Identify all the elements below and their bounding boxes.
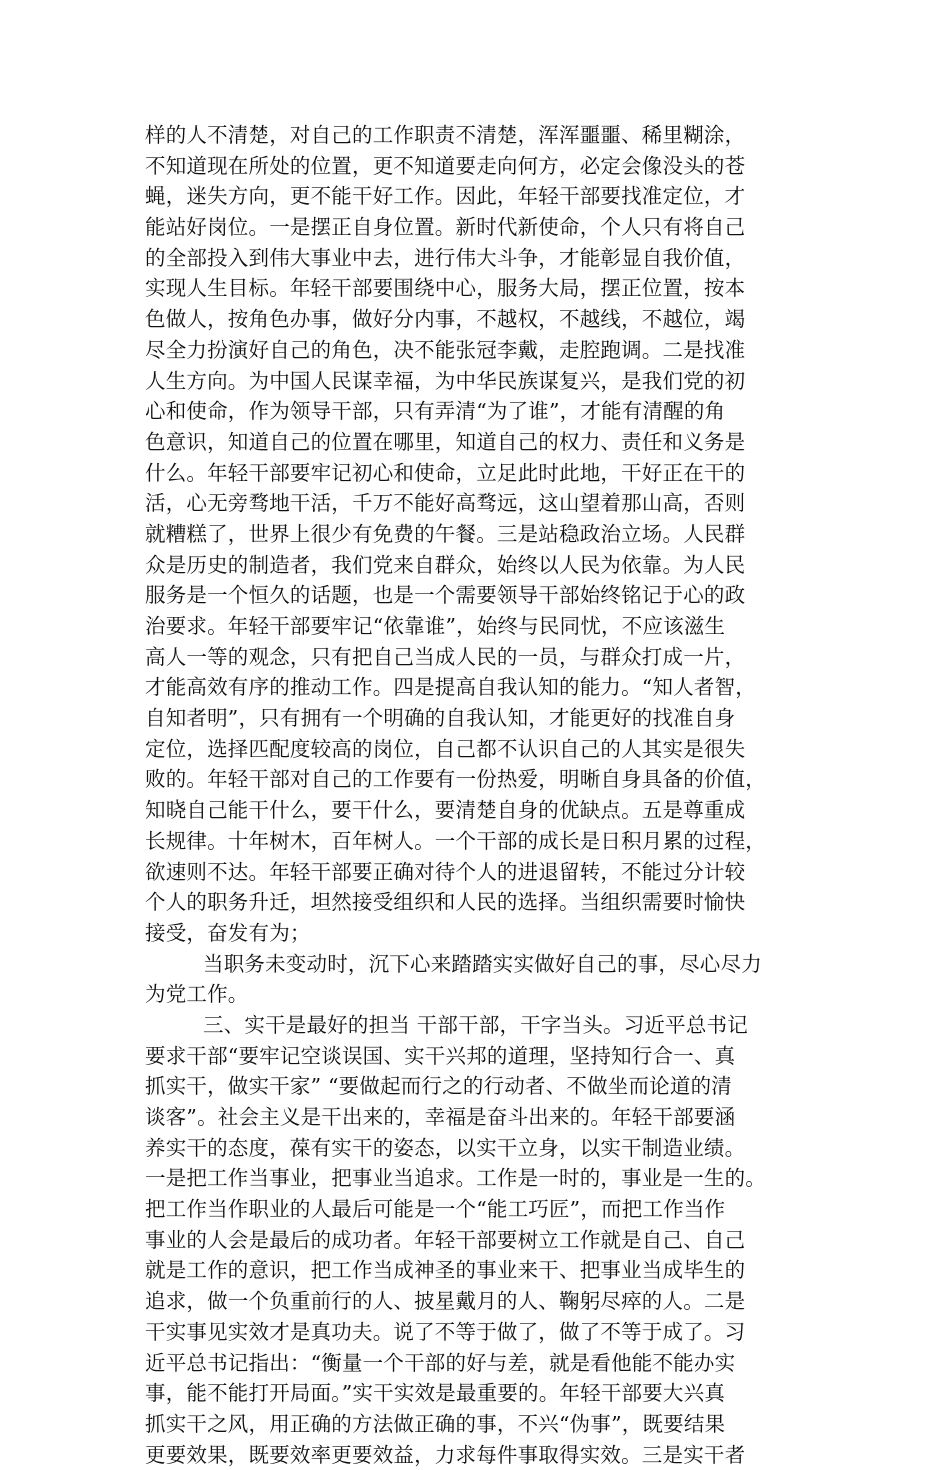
- text-line: 活，心无旁骛地干活，千万不能好高骛远，这山望着那山高，否则: [145, 491, 746, 516]
- text-line: 败的。年轻干部对自己的工作要有一份热爱，明晰自身具备的价值，: [145, 767, 766, 792]
- body-text: [145, 120, 825, 1470]
- text-line: 追求，做一个负重前行的人、披星戴月的人、鞠躬尽瘁的人。二是: [145, 1289, 746, 1314]
- text-line: 什么。年轻干部要牢记初心和使命，立足此时此地，干好正在干的: [145, 460, 746, 485]
- text-line: 个人的职务升迁，坦然接受组织和人民的选择。当组织需要时愉快: [145, 890, 746, 915]
- text-line: 更要效果，既要效率更要效益，力求每件事取得实效。三是实干者: [145, 1442, 746, 1467]
- text-line: 能站好岗位。一是摆正自身位置。新时代新使命，个人只有将自己: [145, 215, 746, 240]
- text-line: 抓实干之风，用正确的方法做正确的事，不兴“伪事”，既要结果: [145, 1411, 726, 1436]
- text-line: 不知道现在所处的位置，更不知道要走向何方，必定会像没头的苍: [145, 153, 746, 178]
- text-line: 抓实干，做实干家” “要做起而行之的行动者、不做坐而论道的清: [145, 1074, 732, 1099]
- text-line: 治要求。年轻干部要牢记“依靠谁”，始终与民同忧，不应该滋生: [145, 614, 726, 638]
- text-line: 色意识，知道自己的位置在哪里，知道自己的权力、责任和义务是: [145, 429, 746, 454]
- text-line: 三、实干是最好的担当 干部干部，干字当头。习近平总书记: [203, 1012, 748, 1037]
- text-line: 把工作当作职业的人最后可能是一个“能工巧匠”，而把工作当作: [145, 1197, 726, 1222]
- text-line: 自知者明”，只有拥有一个明确的自我认知，才能更好的找准自身: [145, 706, 736, 731]
- text-line: 谈客”。社会主义是干出来的，幸福是奋斗出来的。年轻干部要涵: [145, 1105, 736, 1129]
- text-line: 干实事见实效才是真功夫。说了不等于做了，做了不等于成了。习: [145, 1319, 746, 1344]
- text-line: 要求干部“要牢记空谈误国、实干兴邦的道理，坚持知行合一、真: [145, 1043, 736, 1068]
- text-line: 蝇，迷失方向，更不能干好工作。因此，年轻干部要找准定位，才: [145, 184, 746, 209]
- text-line: 事业的人会是最后的成功者。年轻干部要树立工作就是自己、自己: [145, 1227, 746, 1252]
- text-line: 尽全力扮演好自己的角色，决不能张冠李戴，走腔跑调。二是找准: [145, 337, 746, 362]
- text-line: 实现人生目标。年轻干部要围绕中心，服务大局，摆正位置，按本: [145, 276, 746, 301]
- text-line: 才能高效有序的推动工作。四是提高自我认知的能力。“知人者智，: [145, 675, 756, 700]
- text-line: 长规律。十年树木，百年树人。一个干部的成长是日积月累的过程，: [145, 828, 766, 853]
- text-line: 事，能不能打开局面。”实干实效是最重要的。年轻干部要大兴真: [145, 1381, 726, 1406]
- text-line: 当职务未变动时，沉下心来踏踏实实做好自己的事，尽心尽力: [203, 951, 762, 976]
- text-line: 色做人，按角色办事，做好分内事，不越权，不越线，不越位，竭: [145, 307, 746, 332]
- text-line: 知晓自己能干什么，要干什么，要清楚自身的优缺点。五是尊重成: [145, 798, 746, 823]
- text-line: 人生方向。为中国人民谋幸福，为中华民族谋复兴，是我们党的初: [145, 368, 746, 393]
- text-line: 就糟糕了，世界上很少有免费的午餐。三是站稳政治立场。人民群: [145, 521, 746, 546]
- text-line: 服务是一个恒久的话题，也是一个需要领导干部始终铭记于心的政: [145, 583, 746, 608]
- text-line: 接受，奋发有为；: [145, 920, 311, 945]
- text-line: 心和使命，作为领导干部，只有弄清“为了谁”，才能有清醒的角: [145, 399, 726, 424]
- text-line: 的全部投入到伟大事业中去，进行伟大斗争，才能彰显自我价值，: [145, 245, 746, 270]
- text-line: 为党工作。: [145, 982, 249, 1007]
- text-line: 样的人不清楚，对自己的工作职责不清楚，浑浑噩噩、稀里糊涂，: [145, 123, 746, 147]
- text-line: 高人一等的观念，只有把自己当成人民的一员，与群众打成一片，: [145, 644, 746, 669]
- text-line: 欲速则不达。年轻干部要正确对待个人的进退留转，不能过分计较: [145, 859, 746, 884]
- text-line: 一是把工作当事业，把事业当追求。工作是一时的，事业是一生的。: [145, 1166, 766, 1191]
- text-line: 定位，选择匹配度较高的岗位，自己都不认识自己的人其实是很失: [145, 736, 746, 761]
- text-line: 近平总书记指出：“衡量一个干部的好与差，就是看他能不能办实: [145, 1350, 736, 1375]
- text-line: 就是工作的意识，把工作当成神圣的事业来干、把事业当成毕生的: [145, 1258, 746, 1283]
- text-line: 众是历史的制造者，我们党来自群众，始终以人民为依靠。为人民: [145, 552, 746, 577]
- text-line: 养实干的态度，葆有实干的姿态，以实干立身，以实干制造业绩。: [145, 1135, 746, 1160]
